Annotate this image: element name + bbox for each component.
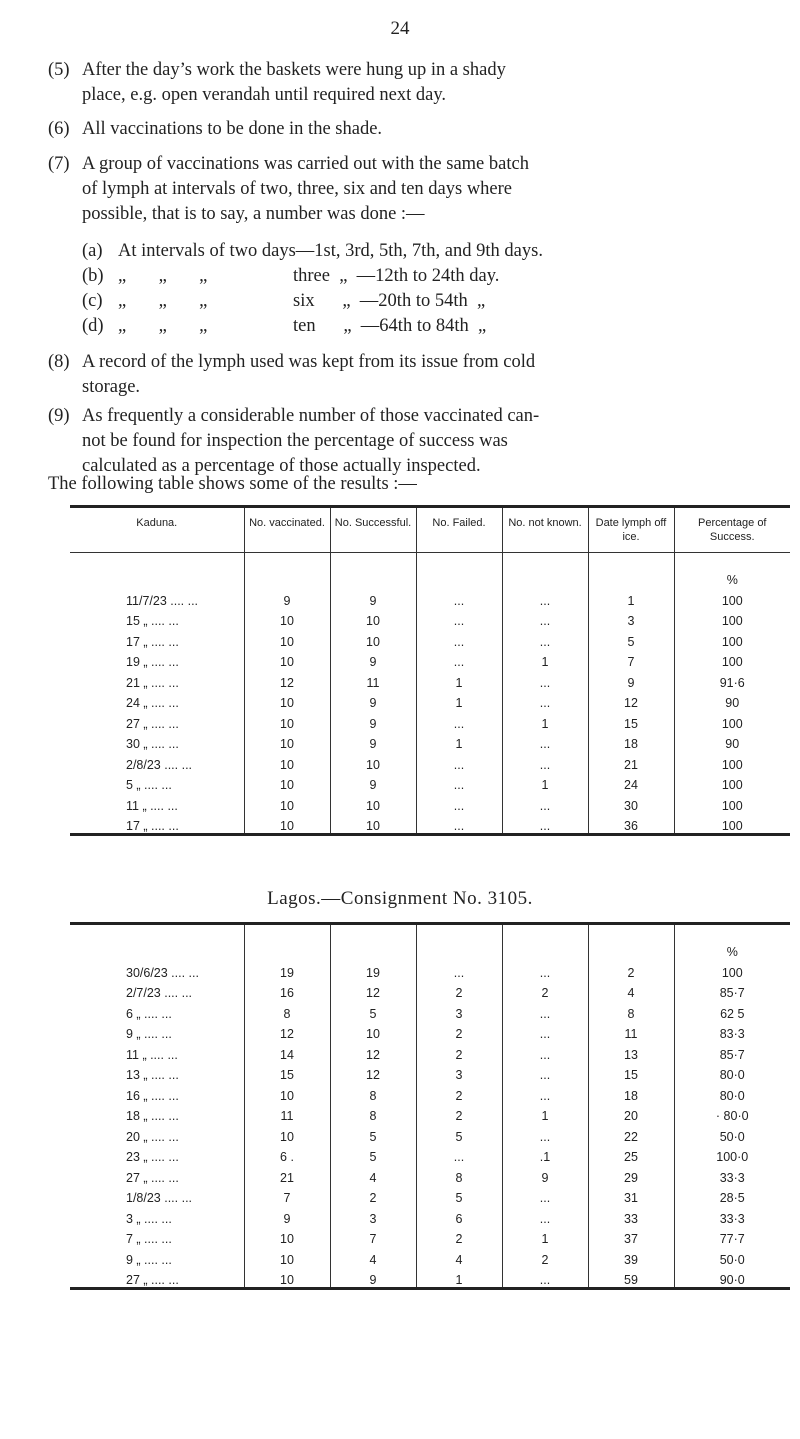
table-row <box>70 690 790 711</box>
empty-cell <box>416 924 502 960</box>
vaccinated-cell: 10 <box>244 1267 330 1289</box>
vaccinated-cell: 12 <box>244 669 330 690</box>
paragraph-text: possible, that is to say, a number was done :— <box>82 204 425 224</box>
sub-item-text: three „ —12th to 24th day. <box>293 266 500 286</box>
date-lymph-cell: 59 <box>588 1267 674 1289</box>
table-row <box>70 1164 790 1185</box>
date-lymph-cell: 20 <box>588 1103 674 1124</box>
date-lymph-cell: 5 <box>588 628 674 649</box>
header-failed: No. Failed. <box>416 507 502 553</box>
failed-cell: 2 <box>416 1103 502 1124</box>
date-cell: 17 „ .... ... <box>126 634 179 649</box>
paragraph-number: (6) <box>48 119 70 139</box>
successful-cell: 12 <box>330 1041 416 1062</box>
successful-cell: 9 <box>330 690 416 711</box>
date-lymph-cell: 8 <box>588 1000 674 1021</box>
paragraph-7 <box>48 152 748 227</box>
percentage-cell: 100 <box>674 813 790 835</box>
kaduna-table <box>70 505 790 836</box>
paragraph-9 <box>48 404 748 479</box>
vaccinated-cell: 10 <box>244 690 330 711</box>
failed-cell: ... <box>416 710 502 731</box>
date-lymph-cell: 33 <box>588 1205 674 1226</box>
vaccinated-cell: 10 <box>244 792 330 813</box>
successful-cell: 10 <box>330 608 416 629</box>
percent-symbol: % <box>674 553 790 588</box>
failed-cell: 5 <box>416 1185 502 1206</box>
date-lymph-cell: 18 <box>588 731 674 752</box>
table-row <box>70 772 790 793</box>
not-known-cell: ... <box>502 1000 588 1021</box>
paragraph-text: of lymph at intervals of two, three, six and ten days where <box>82 179 513 199</box>
table-row <box>70 792 790 813</box>
failed-cell: ... <box>416 1144 502 1165</box>
percentage-cell: 100 <box>674 628 790 649</box>
percentage-cell: 100 <box>674 792 790 813</box>
successful-cell: 10 <box>330 751 416 772</box>
date-lymph-cell: 39 <box>588 1246 674 1267</box>
vaccinated-cell: 10 <box>244 731 330 752</box>
failed-cell: ... <box>416 813 502 835</box>
failed-cell: 1 <box>416 669 502 690</box>
date-lymph-cell: 3 <box>588 608 674 629</box>
vaccinated-cell: 10 <box>244 710 330 731</box>
failed-cell: ... <box>416 959 502 980</box>
date-lymph-cell: 15 <box>588 1062 674 1083</box>
successful-cell: 8 <box>330 1103 416 1124</box>
table-row <box>70 731 790 752</box>
percentage-cell: 77·7 <box>674 1226 790 1247</box>
not-known-cell: 1 <box>502 710 588 731</box>
table-row <box>70 980 790 1001</box>
not-known-cell: ... <box>502 731 588 752</box>
not-known-cell: 1 <box>502 649 588 670</box>
not-known-cell: 1 <box>502 1226 588 1247</box>
percentage-cell: 100 <box>674 649 790 670</box>
date-cell: 17 „ .... ... <box>126 819 179 833</box>
percentage-cell: 50·0 <box>674 1246 790 1267</box>
failed-cell: ... <box>416 608 502 629</box>
date-lymph-cell: 15 <box>588 710 674 731</box>
date-cell: 13 „ .... ... <box>126 1068 179 1082</box>
empty-cell <box>330 924 416 960</box>
percentage-cell: 90·0 <box>674 1267 790 1289</box>
date-cell: 1/8/23 .... ... <box>126 1191 193 1205</box>
date-cell: 19 „ .... ... <box>126 655 179 669</box>
vaccinated-cell: 7 <box>244 1185 330 1206</box>
successful-cell: 10 <box>330 813 416 835</box>
not-known-cell: 2 <box>502 1246 588 1267</box>
successful-cell: 5 <box>330 1123 416 1144</box>
paragraph-text: place, e.g. open verandah until required next day. <box>82 85 447 105</box>
vaccinated-cell: 8 <box>244 1000 330 1021</box>
date-cell: 2/8/23 .... ... <box>126 757 193 772</box>
failed-cell: 1 <box>416 1267 502 1289</box>
sub-item-text: At intervals of two days—1st, 3rd, 5th, 7th, and 9th days. <box>118 241 543 261</box>
not-known-cell: ... <box>502 1062 588 1083</box>
successful-cell: 9 <box>330 1267 416 1289</box>
empty-cell <box>70 553 244 588</box>
successful-cell: 9 <box>330 731 416 752</box>
successful-cell: 19 <box>330 959 416 980</box>
percentage-cell: 100 <box>674 608 790 629</box>
successful-cell: 5 <box>330 1144 416 1165</box>
kaduna-table-body <box>70 553 790 835</box>
vaccinated-cell: 6 . <box>244 1144 330 1165</box>
failed-cell: 2 <box>416 1226 502 1247</box>
paragraph-text: A group of vaccinations was carried out with the same batch <box>82 154 529 174</box>
date-lymph-cell: 36 <box>588 813 674 835</box>
not-known-cell: ... <box>502 1123 588 1144</box>
lagos-table-body <box>70 924 790 1289</box>
not-known-cell: ... <box>502 813 588 835</box>
header-vaccinated: No. vaccinated. <box>244 507 330 553</box>
vaccinated-cell: 10 <box>244 751 330 772</box>
paragraph-text: A record of the lymph used was kept from its issue from cold <box>82 352 536 372</box>
table-row <box>70 1185 790 1206</box>
date-cell: 30/6/23 .... ... <box>126 965 199 980</box>
not-known-cell: 9 <box>502 1164 588 1185</box>
successful-cell: 10 <box>330 628 416 649</box>
paragraph-text: storage. <box>82 377 141 397</box>
paragraph-number: (7) <box>48 154 70 174</box>
failed-cell: 2 <box>416 1041 502 1062</box>
paragraph-6 <box>48 117 748 142</box>
failed-cell: 1 <box>416 690 502 711</box>
successful-cell: 3 <box>330 1205 416 1226</box>
empty-cell <box>70 924 244 960</box>
date-cell: 11 „ .... ... <box>126 798 178 813</box>
sub-item-c <box>82 289 762 314</box>
date-cell: 21 „ .... ... <box>126 675 179 690</box>
paragraph-text: As frequently a considerable number of those vaccinated can- <box>82 406 540 426</box>
paragraph-text: calculated as a percentage of those actually inspected. <box>82 456 481 476</box>
percentage-cell: 100·0 <box>674 1144 790 1165</box>
date-lymph-cell: 18 <box>588 1082 674 1103</box>
failed-cell: ... <box>416 587 502 608</box>
table-row <box>70 1021 790 1042</box>
successful-cell: 4 <box>330 1246 416 1267</box>
date-cell: 15 „ .... ... <box>126 614 179 628</box>
table-row <box>70 1082 790 1103</box>
successful-cell: 7 <box>330 1226 416 1247</box>
sub-item-a <box>82 239 762 264</box>
percentage-cell: 90 <box>674 731 790 752</box>
table-row <box>70 1267 790 1289</box>
vaccinated-cell: 19 <box>244 959 330 980</box>
percentage-cell: 100 <box>674 772 790 793</box>
date-cell: 3 „ .... ... <box>126 1211 172 1226</box>
successful-cell: 10 <box>330 1021 416 1042</box>
not-known-cell: ... <box>502 587 588 608</box>
successful-cell: 9 <box>330 649 416 670</box>
vaccinated-cell: 10 <box>244 772 330 793</box>
percentage-cell: · 80·0 <box>674 1103 790 1124</box>
percentage-cell: 85·7 <box>674 1041 790 1062</box>
table-row <box>70 1144 790 1165</box>
date-cell: 27 „ .... ... <box>126 1273 179 1287</box>
failed-cell: 2 <box>416 980 502 1001</box>
failed-cell: 3 <box>416 1062 502 1083</box>
empty-cell <box>588 553 674 588</box>
successful-cell: 9 <box>330 710 416 731</box>
header-not-known: No. not known. <box>502 507 588 553</box>
paragraph-8 <box>48 350 748 400</box>
date-cell: 7 „ .... ... <box>126 1232 172 1246</box>
date-cell: 5 „ .... ... <box>126 778 172 792</box>
percent-symbol: % <box>674 924 790 960</box>
table-row <box>70 1062 790 1083</box>
vaccinated-cell: 10 <box>244 649 330 670</box>
paragraph-text: All vaccinations to be done in the shade. <box>82 119 383 139</box>
failed-cell: 5 <box>416 1123 502 1144</box>
percentage-cell: 80·0 <box>674 1082 790 1103</box>
successful-cell: 10 <box>330 792 416 813</box>
vaccinated-cell: 15 <box>244 1062 330 1083</box>
paragraph-number: (5) <box>48 60 70 80</box>
date-cell: 16 „ .... ... <box>126 1088 179 1103</box>
percentage-cell: 100 <box>674 587 790 608</box>
vaccinated-cell: 10 <box>244 813 330 835</box>
date-cell: 6 „ .... ... <box>126 1006 172 1021</box>
successful-cell: 4 <box>330 1164 416 1185</box>
failed-cell: ... <box>416 792 502 813</box>
successful-cell: 12 <box>330 980 416 1001</box>
not-known-cell: ... <box>502 628 588 649</box>
vaccinated-cell: 10 <box>244 608 330 629</box>
paragraph-text: not be found for inspection the percentage of success was <box>82 431 508 451</box>
table-row <box>70 1246 790 1267</box>
date-lymph-cell: 30 <box>588 792 674 813</box>
failed-cell: 3 <box>416 1000 502 1021</box>
empty-cell <box>416 553 502 588</box>
date-lymph-cell: 37 <box>588 1226 674 1247</box>
vaccinated-cell: 10 <box>244 1226 330 1247</box>
date-lymph-cell: 11 <box>588 1021 674 1042</box>
successful-cell: 5 <box>330 1000 416 1021</box>
date-lymph-cell: 29 <box>588 1164 674 1185</box>
header-percentage: Percentage of Success. <box>674 507 790 553</box>
date-cell: 27 „ .... ... <box>126 1170 179 1185</box>
table-row <box>70 628 790 649</box>
empty-cell <box>330 553 416 588</box>
not-known-cell: ... <box>502 959 588 980</box>
table-header-row <box>70 507 790 553</box>
header-date-lymph: Date lymph off ice. <box>588 507 674 553</box>
percentage-cell: 100 <box>674 751 790 772</box>
date-cell: 11 „ .... ... <box>126 1047 178 1062</box>
vaccinated-cell: 11 <box>244 1103 330 1124</box>
header-successful: No. Successful. <box>330 507 416 553</box>
vaccinated-cell: 10 <box>244 1123 330 1144</box>
percentage-cell: 83·3 <box>674 1021 790 1042</box>
sub-item-text: ten „ —64th to 84th „ <box>293 316 487 336</box>
not-known-cell: ... <box>502 1041 588 1062</box>
sub-item-d <box>82 314 762 339</box>
failed-cell: ... <box>416 649 502 670</box>
date-cell: 9 „ .... ... <box>126 1252 172 1267</box>
successful-cell: 9 <box>330 772 416 793</box>
failed-cell: 4 <box>416 1246 502 1267</box>
successful-cell: 2 <box>330 1185 416 1206</box>
not-known-cell: 2 <box>502 980 588 1001</box>
not-known-cell: ... <box>502 669 588 690</box>
date-cell: 9 „ .... ... <box>126 1027 172 1041</box>
table-row <box>70 1123 790 1144</box>
table-row <box>70 959 790 980</box>
sub-item-label: (c) <box>82 291 103 311</box>
table-intro: The following table shows some of the results :— <box>48 474 417 494</box>
date-lymph-cell: 25 <box>588 1144 674 1165</box>
sub-item-label: (a) <box>82 241 103 261</box>
not-known-cell: ... <box>502 1021 588 1042</box>
percent-symbol-row <box>70 924 790 960</box>
percent-symbol-row <box>70 553 790 588</box>
lagos-table <box>70 922 790 1290</box>
sub-item-text: six „ —20th to 54th „ <box>293 291 486 311</box>
vaccinated-cell: 14 <box>244 1041 330 1062</box>
empty-cell <box>502 924 588 960</box>
date-cell: 30 „ .... ... <box>126 737 179 751</box>
date-cell: 18 „ .... ... <box>126 1109 179 1123</box>
successful-cell: 8 <box>330 1082 416 1103</box>
date-lymph-cell: 21 <box>588 751 674 772</box>
empty-cell <box>588 924 674 960</box>
table-row <box>70 813 790 835</box>
not-known-cell: ... <box>502 792 588 813</box>
not-known-cell: ... <box>502 751 588 772</box>
failed-cell: 2 <box>416 1021 502 1042</box>
date-lymph-cell: 22 <box>588 1123 674 1144</box>
date-lymph-cell: 12 <box>588 690 674 711</box>
failed-cell: ... <box>416 772 502 793</box>
date-lymph-cell: 1 <box>588 587 674 608</box>
vaccinated-cell: 10 <box>244 628 330 649</box>
date-lymph-cell: 24 <box>588 772 674 793</box>
date-lymph-cell: 4 <box>588 980 674 1001</box>
failed-cell: 1 <box>416 731 502 752</box>
date-lymph-cell: 9 <box>588 669 674 690</box>
sub-item-label: (b) <box>82 266 104 286</box>
table-row <box>70 710 790 731</box>
empty-cell <box>244 553 330 588</box>
ditto-marks: „ „ „ <box>118 266 208 286</box>
failed-cell: 2 <box>416 1082 502 1103</box>
not-known-cell: 1 <box>502 1103 588 1124</box>
sub-item-b <box>82 264 762 289</box>
percentage-cell: 62 5 <box>674 1000 790 1021</box>
table-row <box>70 1205 790 1226</box>
percentage-cell: 91·6 <box>674 669 790 690</box>
successful-cell: 9 <box>330 587 416 608</box>
sub-item-label: (d) <box>82 316 104 336</box>
not-known-cell: ... <box>502 1205 588 1226</box>
percentage-cell: 100 <box>674 959 790 980</box>
percentage-cell: 33·3 <box>674 1205 790 1226</box>
successful-cell: 12 <box>330 1062 416 1083</box>
vaccinated-cell: 9 <box>244 1205 330 1226</box>
table-row <box>70 669 790 690</box>
failed-cell: ... <box>416 628 502 649</box>
vaccinated-cell: 12 <box>244 1021 330 1042</box>
not-known-cell: ... <box>502 608 588 629</box>
vaccinated-cell: 16 <box>244 980 330 1001</box>
not-known-cell: .1 <box>502 1144 588 1165</box>
date-lymph-cell: 31 <box>588 1185 674 1206</box>
not-known-cell: ... <box>502 1267 588 1289</box>
percentage-cell: 33·3 <box>674 1164 790 1185</box>
table-row <box>70 587 790 608</box>
table-row <box>70 1226 790 1247</box>
date-cell: 11/7/23 .... ... <box>126 593 199 608</box>
successful-cell: 11 <box>330 669 416 690</box>
header-kaduna: Kaduna. <box>70 507 244 553</box>
table-row <box>70 649 790 670</box>
vaccinated-cell: 9 <box>244 587 330 608</box>
empty-cell <box>502 553 588 588</box>
not-known-cell: ... <box>502 1082 588 1103</box>
table-row <box>70 1103 790 1124</box>
date-cell: 24 „ .... ... <box>126 696 179 710</box>
vaccinated-cell: 21 <box>244 1164 330 1185</box>
paragraph-5 <box>48 58 748 108</box>
not-known-cell: ... <box>502 690 588 711</box>
date-cell: 2/7/23 .... ... <box>126 986 193 1000</box>
date-cell: 20 „ .... ... <box>126 1129 179 1144</box>
percentage-cell: 28·5 <box>674 1185 790 1206</box>
paragraph-text: After the day’s work the baskets were hung up in a shady <box>82 60 506 80</box>
ditto-marks: „ „ „ <box>118 291 208 311</box>
percentage-cell: 90 <box>674 690 790 711</box>
vaccinated-cell: 10 <box>244 1082 330 1103</box>
failed-cell: 6 <box>416 1205 502 1226</box>
percentage-cell: 80·0 <box>674 1062 790 1083</box>
failed-cell: 8 <box>416 1164 502 1185</box>
date-lymph-cell: 13 <box>588 1041 674 1062</box>
not-known-cell: ... <box>502 1185 588 1206</box>
lagos-title: Lagos.—Consignment No. 3105. <box>267 888 533 909</box>
paragraph-number: (9) <box>48 406 70 426</box>
percentage-cell: 100 <box>674 710 790 731</box>
date-cell: 27 „ .... ... <box>126 716 179 731</box>
date-lymph-cell: 7 <box>588 649 674 670</box>
percentage-cell: 85·7 <box>674 980 790 1001</box>
failed-cell: ... <box>416 751 502 772</box>
ditto-marks: „ „ „ <box>118 316 208 336</box>
empty-cell <box>244 924 330 960</box>
table-row <box>70 608 790 629</box>
date-cell: 23 „ .... ... <box>126 1150 179 1164</box>
date-lymph-cell: 2 <box>588 959 674 980</box>
page-number: 24 <box>390 18 410 39</box>
table-row <box>70 1000 790 1021</box>
paragraph-number: (8) <box>48 352 70 372</box>
vaccinated-cell: 10 <box>244 1246 330 1267</box>
table-row <box>70 1041 790 1062</box>
not-known-cell: 1 <box>502 772 588 793</box>
percentage-cell: 50·0 <box>674 1123 790 1144</box>
table-row <box>70 751 790 772</box>
